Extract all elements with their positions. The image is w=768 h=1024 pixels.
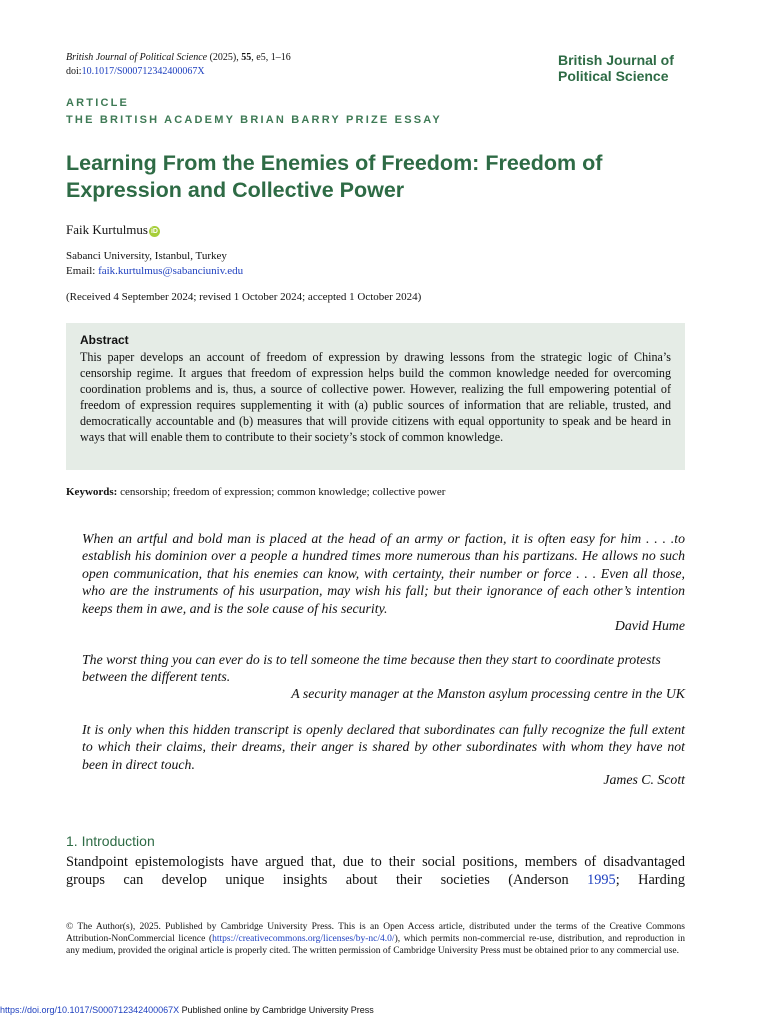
- orcid-icon[interactable]: iD: [150, 228, 158, 235]
- keywords-label: Keywords:: [66, 486, 118, 498]
- journal-citation: [66, 51, 291, 79]
- author-line: [66, 222, 160, 238]
- author-affiliation: [66, 249, 243, 279]
- article-type: ARTICLE: [66, 97, 130, 109]
- journal-logo-line2: Political Science: [558, 68, 669, 84]
- license-text-start: © The Author(s), 2025. Published by Cambridge University Press. This is an Open Access article, distributed under the terms of the Creative Commons Attribution-NonCommercial licence (: [66, 922, 685, 945]
- abstract-text: This paper develops an account of freedom of expression by drawing lessons from the strategic logic of China’s censorship regime. It argues that freedom of expression helps build the common knowledge needed for overcoming coordination problems and is, thus, a source of collective power. However, realizing the full empowering potential of freedom of expression requires supplementing it with (a) public sources of information that are reliable, trusted, and democratically accountable and (b) measures that will provide citizens with equal opportunity to speak and be heard in ways that will enable them to contribute to their society’s stock of common knowledge.: [80, 350, 671, 445]
- journal-volume: 55: [241, 52, 252, 63]
- journal-name: British Journal of Political Science: [66, 52, 208, 63]
- article-subtype: THE BRITISH ACADEMY BRIAN BARRY PRIZE ESSAY: [66, 114, 442, 126]
- epigraph-quote: It is only when this hidden transcript is openly declared that subordinates can fully recognize the full extent to which their claims, their dreams, their anger is shared by other subordinates with whom they have not been in direct touch.: [82, 722, 685, 772]
- epigraph-attribution: James C. Scott: [603, 772, 685, 787]
- license-notice: [66, 921, 685, 958]
- footer-doi-link[interactable]: https://doi.org/10.1017/S000712342400067X: [0, 1005, 180, 1015]
- license-text-end: ), which permits non-commercial re-use, distribution, and reproduction in any medium, provided the original article is properly cited. The written permission of Cambridge University Press must be obtained prior to any commercial use.: [66, 934, 685, 957]
- abstract-box: [66, 323, 685, 470]
- keywords: [66, 486, 445, 498]
- author-name[interactable]: Faik Kurtulmus: [66, 222, 148, 237]
- footer: [0, 1005, 374, 1015]
- journal-logo: [558, 52, 674, 84]
- epigraph-attribution: A security manager at the Manston asylum processing centre in the UK: [291, 686, 685, 701]
- intro-paragraph: [66, 854, 685, 889]
- epigraph-quote: When an artful and bold man is placed at the head of an army or faction, it is often easy for him . . . .to establish his dominion over a people a hundred times more numerous than his partizans. He allows no such open communication, that his enemies can know, with certainty, their number or force . . . Even all those, who are the instruments of his usurpation, may wish his fall; but their ignorance of each other’s intention keeps them in awe, and is the sole cause of his security.: [82, 531, 685, 616]
- email-link[interactable]: faik.kurtulmus@sabanciuniv.edu: [98, 265, 244, 277]
- doi-prefix: doi:: [66, 66, 82, 77]
- email-label: Email:: [66, 265, 96, 277]
- keywords-text: censorship; freedom of expression; common knowledge; collective power: [120, 486, 446, 498]
- epigraph-quote: The worst thing you can ever do is to tell someone the time because then they start to coordinate protests between the different tents.: [82, 652, 661, 685]
- received-dates: (Received 4 September 2024; revised 1 October 2024; accepted 1 October 2024): [66, 291, 422, 303]
- journal-logo-line1: British Journal of: [558, 52, 674, 68]
- journal-issue-pages: , e5, 1–16: [251, 52, 291, 63]
- license-link[interactable]: https://creativecommons.org/licenses/by-nc/4.0/: [212, 934, 395, 945]
- abstract-heading: Abstract: [80, 333, 129, 347]
- intro-text-end: ; Harding: [615, 871, 685, 888]
- journal-year: (2025),: [209, 52, 239, 63]
- affiliation-text: Sabanci University, Istanbul, Turkey: [66, 250, 227, 262]
- epigraph-attribution: David Hume: [614, 618, 685, 633]
- intro-text-start: Standpoint epistemologists have argued that, due to their social positions, members of disadvantaged groups can develop unique insights about their societies (Anderson: [66, 854, 685, 888]
- article-title: Learning From the Enemies of Freedom: Freedom of Expression and Collective Power: [66, 151, 603, 202]
- citation-link[interactable]: 1995: [587, 871, 616, 888]
- section-heading: 1. Introduction: [66, 833, 155, 849]
- footer-published: Published online by Cambridge University Press: [179, 1005, 374, 1015]
- doi-link[interactable]: 10.1017/S000712342400067X: [81, 66, 205, 77]
